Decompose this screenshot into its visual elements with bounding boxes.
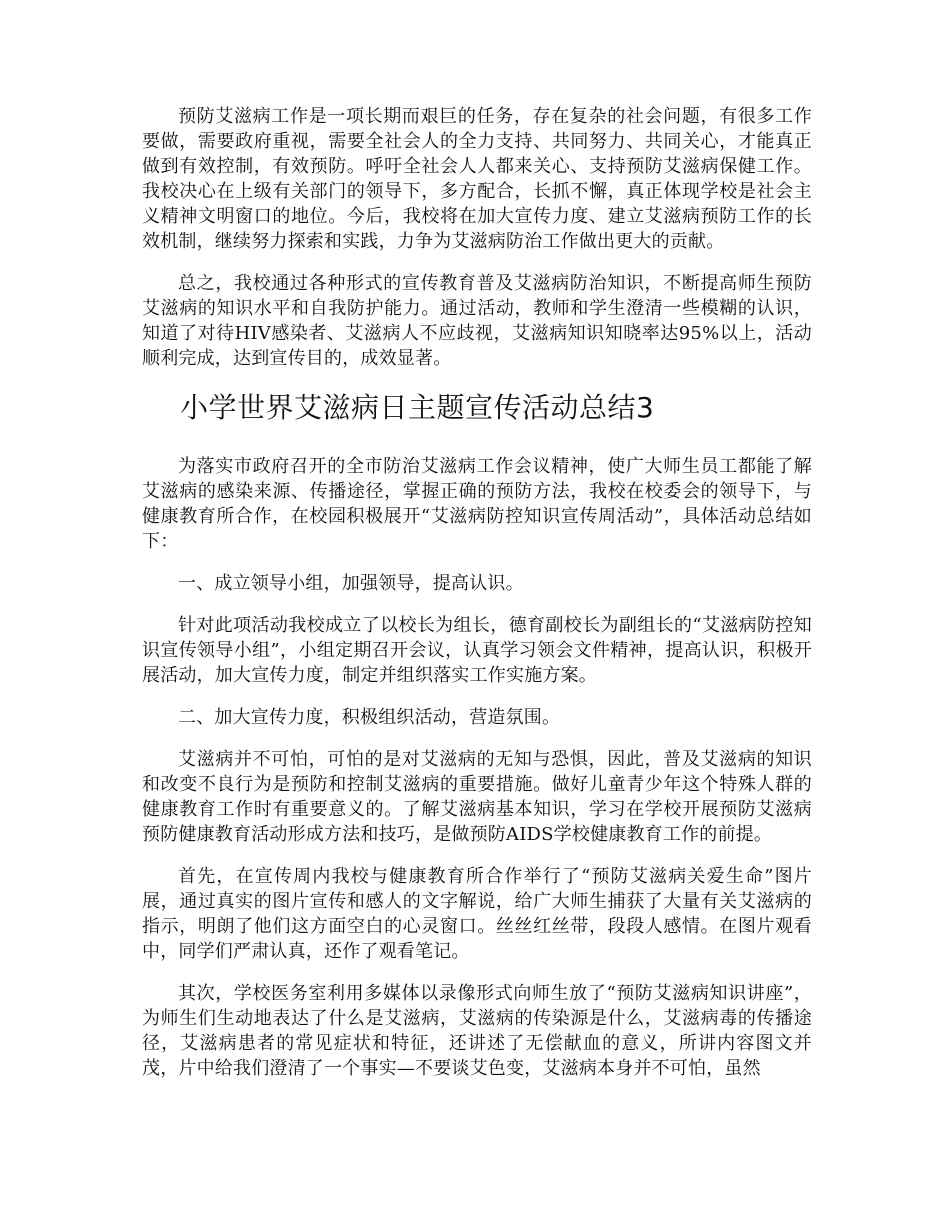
section-title: 小学世界艾滋病日主题宣传活动总结3 [180, 391, 655, 424]
paragraph-prevention-task: 预防艾滋病工作是一项长期而艰巨的任务，存在复杂的社会问题，有很多工作要做，需要政府重视，需要全社会人的全力支持、共同努力、共同关心，才能真正做到有效控制，有效预防。呼吁全社会人人都来关心、支持预防艾滋病保健工作。我校决心在上级有关部门的领导下，多方配合，长抓不懈，真正体现学校是社会主义精神文明窗口的地位。今后，我校将在加大宣传力度、建立艾滋病预防工作的长效机制，继续努力探索和实践，力争为艾滋病防治工作做出更大的贡献。 [142, 106, 812, 252]
paragraph-heading-two: 二、加大宣传力度，积极组织活动，营造氛围。 [178, 707, 561, 728]
paragraph-photo-exhibition: 首先，在宣传周内我校与健康教育所合作举行了“预防艾滋病关爱生命”图片展，通过真实的图片宣传和感人的文字解说，给广大师生捕获了大量有关艾滋病的指示，明朗了他们这方面空白的心灵窗口。丝丝红丝带，段段人感情。在图片观看中，同学们严肃认真，还作了观看笔记。 [142, 866, 812, 962]
document-page [142, 104, 812, 1098]
paragraph-conclusion: 总之，我校通过各种形式的宣传教育普及艾滋病防治知识，不断提高师生预防艾滋病的知识水平和自我防护能力。通过活动，教师和学生澄清一些模糊的认识，知道了对待HIV感染者、艾滋病人不应歧视，艾滋病知识知晓率达95%以上，活动顺利完成，达到宣传目的，成效显著。 [142, 273, 812, 369]
paragraph-intro: 为落实市政府召开的全市防治艾滋病工作会议精神，使广大师生员工都能了解艾滋病的感染来源、传播途径，掌握正确的预防方法，我校在校委会的领导下，与健康教育所合作，在校园积极展开“艾滋病防控知识宣传周活动”，具体活动总结如下： [142, 456, 812, 552]
paragraph-heading-one: 一、成立领导小组，加强领导，提高认识。 [178, 573, 524, 594]
paragraph-knowledge: 艾滋病并不可怕，可怕的是对艾滋病的无知与恐惧，因此，普及艾滋病的知识和改变不良行为是预防和控制艾滋病的重要措施。做好儿童青少年这个特殊人群的健康教育工作时有重要意义的。了解艾滋病基本知识，学习在学校开展预防艾滋病预防健康教育活动形成方法和技巧，是做预防AIDS学校健康教育工作的前提。 [142, 749, 812, 845]
paragraph-leadership-group: 针对此项活动我校成立了以校长为组长，德育副校长为副组长的“艾滋病防控知识宣传领导小组”，小组定期召开会议，认真学习领会文件精神，提高认识，积极开展活动，加大宣传力度，制定并组织落实工作实施方案。 [142, 615, 812, 686]
paragraph-video-lecture: 其次，学校医务室利用多媒体以录像形式向师生放了“预防艾滋病知识讲座”，为师生们生动地表达了什么是艾滋病，艾滋病的传染源是什么，艾滋病毒的传播途径，艾滋病患者的常见症状和特征，还讲述了无偿献血的意义，所讲内容图文并茂，片中给我们澄清了一个事实—不要谈艾色变，艾滋病本身并不可怕，虽然 [142, 983, 812, 1079]
